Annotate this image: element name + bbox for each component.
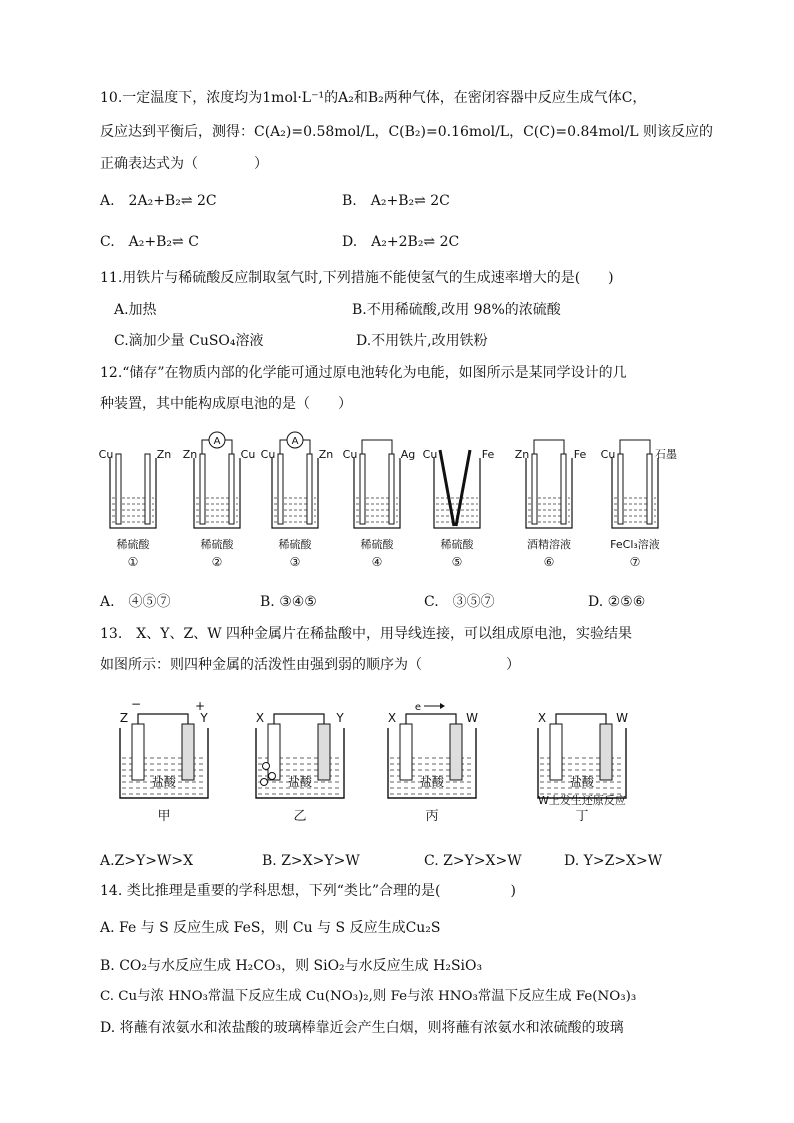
arrow-head [440, 703, 445, 709]
cell-乙 [256, 711, 344, 824]
q10-line3: 正确表达式为（ ） [100, 156, 268, 172]
q10-line1: 10.一定温度下，浓度均为1mol·L⁻¹的A₂和B₂两种气体，在密闭容器中反应生成气体C， [100, 90, 647, 106]
q12-line1: 12.“储存”在物质内部的化学能可通过原电池转化为电能，如图所示是某同学设计的几 [100, 365, 627, 381]
cell-note: W上发生还原反应 [538, 794, 626, 807]
device-number: ② [211, 555, 223, 569]
electrode-left-label: Z [119, 711, 129, 725]
q12-line2: 种装置，其中能构成原电池的是（ ） [100, 396, 352, 412]
electrode-left [550, 724, 562, 780]
cell-丁 [538, 711, 628, 824]
electrode-left [200, 454, 205, 524]
electrode-left-label: Zn [182, 448, 198, 461]
q12-option-b[interactable]: B. ③④⑤ [260, 594, 317, 610]
solution-label: 稀硫酸 [278, 538, 312, 551]
q14-option-c[interactable]: C. Cu与浓 HNO₃常温下反应生成 Cu(NO₃)₂,则 Fe与浓 HNO₃常温下反应生成 Fe(NO₃)₃ [100, 989, 637, 1004]
electrode-right [182, 724, 194, 780]
device-number: ④ [371, 555, 383, 569]
bubble [261, 779, 268, 786]
q13-line1: 13. X、Y、Z、W 四种金属片在稀盐酸中，用导线连接，可以组成原电池，实验结果 [100, 626, 633, 642]
electrode-left-label: X [387, 711, 397, 725]
q13-cells-figure [110, 696, 670, 826]
acid-label: 盐酸 [287, 775, 313, 789]
device-4 [343, 440, 416, 569]
q12-option-a[interactable]: A. ④⑤⑦ [100, 594, 171, 610]
electrode-left-label: Cu [422, 448, 438, 461]
electrode-right-label: Y [336, 711, 344, 725]
solution-label: 稀硫酸 [116, 538, 150, 551]
bubble [263, 763, 270, 770]
electrode-right [450, 724, 462, 780]
solution-label: 稀硫酸 [440, 538, 474, 551]
solution-label: 稀硫酸 [360, 538, 394, 551]
acid-label: 盐酸 [569, 775, 595, 789]
q10-option-c[interactable]: C. A₂+B₂⇌ C [100, 234, 199, 250]
electrode-right [389, 454, 394, 524]
q13-option-c[interactable]: C. Z>Y>X>W [424, 853, 522, 869]
q13-option-a[interactable]: A.Z>Y>W>X [100, 853, 194, 869]
cell-name: 丁 [575, 809, 589, 824]
electrode-left-label: Cu [260, 448, 276, 461]
device-2 [183, 432, 256, 569]
q14-option-d[interactable]: D. 将蘸有浓氨水和浓盐酸的玻璃棒靠近会产生白烟，则将蘸有浓氨水和浓硫酸的玻璃 [100, 1020, 624, 1036]
cell-name: 乙 [293, 809, 307, 824]
device-number: ① [127, 555, 139, 569]
device-5 [423, 448, 495, 569]
electrode-right [561, 454, 566, 524]
plus-sign: + [194, 699, 206, 713]
electrode-right-label: W [616, 711, 628, 725]
bubble [269, 773, 276, 780]
electrode-left-label: X [537, 711, 547, 725]
q14-option-a[interactable]: A. Fe 与 S 反应生成 FeS，则 Cu 与 S 反应生成Cu₂S [100, 920, 441, 936]
q14-line1: 14. 类比推理是重要的学科思想，下列“类比”合理的是( ) [100, 883, 516, 899]
electrode-right [456, 450, 470, 526]
electrode-right [229, 454, 234, 524]
q11-option-d[interactable]: D.不用铁片,改用铁粉 [356, 333, 488, 349]
wire [274, 714, 324, 724]
q12-devices-figure [96, 428, 696, 578]
q11-option-c[interactable]: C.滴加少量 CuSO₄溶液 [114, 333, 264, 349]
cell-name: 甲 [157, 809, 171, 824]
electrode-left-label: X [255, 711, 265, 725]
device-number: ③ [289, 555, 301, 569]
q11-option-b[interactable]: B.不用稀硫酸,改用 98%的浓硫酸 [352, 302, 561, 318]
wire [534, 440, 564, 454]
electrode-left [400, 724, 412, 780]
electrode-left [532, 454, 537, 524]
device-3 [261, 432, 334, 569]
electrode-right-label: Fe [573, 448, 587, 461]
solution-label: 酒精溶液 [527, 538, 571, 551]
electron-label: e [414, 702, 422, 713]
electrode-right [307, 454, 312, 524]
acid-label: 盐酸 [151, 775, 177, 789]
electrode-right [145, 454, 150, 524]
device-number: ⑤ [451, 555, 463, 569]
electrode-right-label: Cu [240, 448, 256, 461]
electrode-right-label: Y [200, 711, 208, 725]
electrode-right-label: Fe [481, 448, 495, 461]
q13-option-b[interactable]: B. Z>X>Y>W [262, 853, 360, 869]
device-6 [515, 440, 587, 569]
wire [138, 714, 188, 724]
electrode-left-label: Zn [514, 448, 530, 461]
ammeter-label: A [291, 436, 299, 447]
q14-option-b[interactable]: B. CO₂与水反应生成 H₂CO₃，则 SiO₂与水反应生成 H₂SiO₃ [100, 958, 483, 974]
solution-label: FeCl₃溶液 [610, 538, 660, 551]
wire [362, 440, 392, 454]
device-7 [601, 440, 677, 569]
electrode-left [278, 454, 283, 524]
electrode-right-label: 石墨 [655, 448, 677, 461]
q13-option-d[interactable]: D. Y>Z>X>W [564, 853, 663, 869]
electrode-left-label: Cu [98, 448, 114, 461]
electrode-left-label: Cu [342, 448, 358, 461]
q13-line2: 如图所示：则四种金属的活泼性由强到弱的顺序为（ ） [100, 657, 520, 673]
device-number: ⑦ [629, 555, 641, 569]
q12-option-c[interactable]: C. ③⑤⑦ [424, 594, 495, 610]
electrode-left [618, 454, 623, 524]
q12-option-d[interactable]: D. ②⑤⑥ [588, 594, 646, 610]
device-1 [99, 448, 172, 569]
electrode-left [360, 454, 365, 524]
wire [556, 714, 606, 724]
wire [406, 714, 456, 724]
acid-label: 盐酸 [419, 775, 445, 789]
solution-label: 稀硫酸 [200, 538, 234, 551]
minus-sign: − [130, 697, 142, 711]
q10-option-a[interactable]: A. 2A₂+B₂⇌ 2C [100, 193, 217, 209]
electrode-left-label: Cu [600, 448, 616, 461]
electrode-right-label: Ag [400, 448, 416, 461]
electrode-right [647, 454, 652, 524]
electrode-right-label: Zn [156, 448, 172, 461]
ammeter-label: A [213, 436, 221, 447]
wire [620, 440, 650, 454]
electrode-left [440, 450, 454, 526]
electrode-left [268, 724, 280, 780]
electrode-left [132, 724, 144, 780]
electrode-right [318, 724, 330, 780]
electrode-right-label: Zn [318, 448, 334, 461]
cell-甲 [120, 697, 208, 824]
cell-丙 [388, 702, 478, 824]
q11-line1: 11.用铁片与稀硫酸反应制取氢气时,下列措施不能使氢气的生成速率增大的是( ) [100, 270, 614, 286]
electrode-right-label: W [466, 711, 478, 725]
q10-line2: 反应达到平衡后，测得：C(A₂)=0.58mol/L，C(B₂)=0.16mol/L，C(C)=0.84mol/L 则该反应的 [100, 124, 713, 140]
q11-option-a[interactable]: A.加热 [114, 302, 157, 318]
q10-option-d[interactable]: D. A₂+2B₂⇌ 2C [342, 234, 460, 250]
cell-name: 丙 [425, 809, 439, 824]
electrode-right [600, 724, 612, 780]
electrode-left [116, 454, 121, 524]
device-number: ⑥ [543, 555, 555, 569]
q10-option-b[interactable]: B. A₂+B₂⇌ 2C [342, 193, 450, 209]
